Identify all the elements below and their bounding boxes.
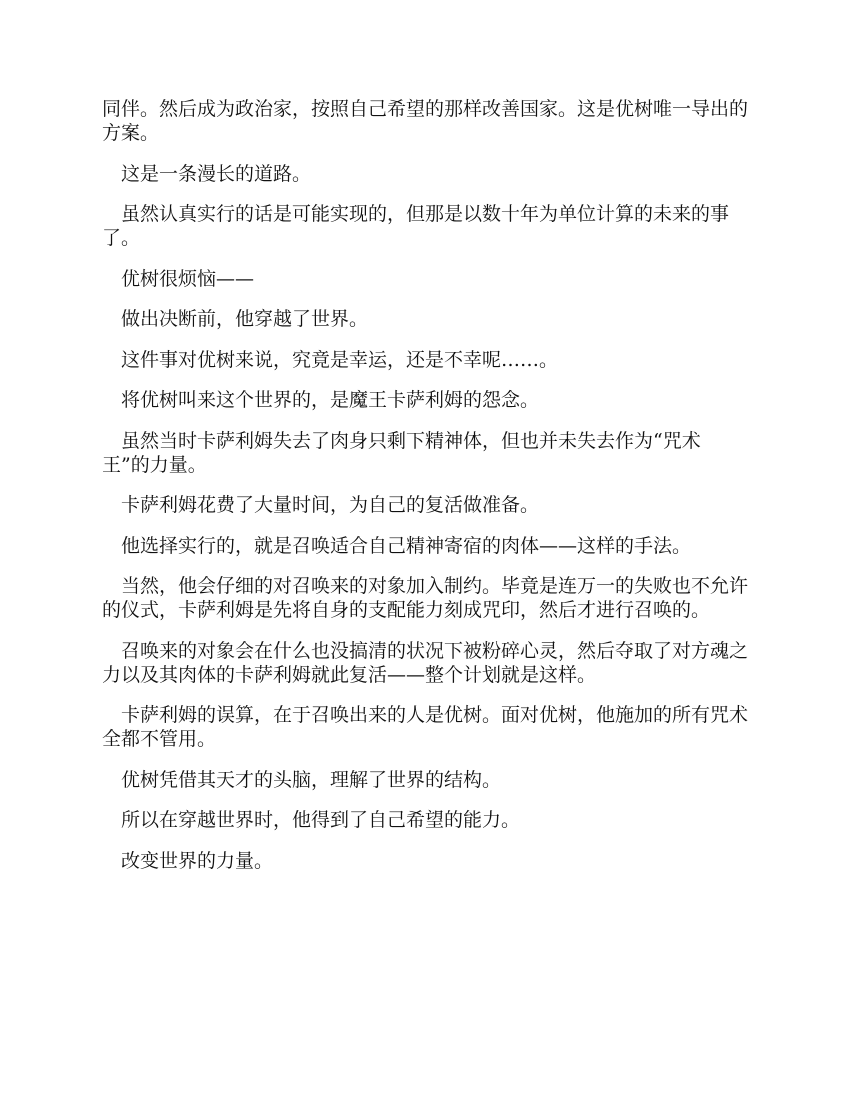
paragraph: 优树凭借其天才的头脑，理解了世界的结构。 [121, 768, 502, 791]
paragraph: 优树很烦恼—— [121, 267, 255, 290]
paragraph: 所以在穿越世界时，他得到了自己希望的能力。 [121, 809, 521, 831]
paragraph: 这件事对优树来说，究竟是幸运，还是不幸呢……。 [121, 348, 559, 371]
body-text [102, 97, 748, 889]
paragraph: 将优树叫来这个世界的，是魔王卡萨利姆的怨念。 [121, 389, 540, 411]
paragraph: 改变世界的力量。 [121, 849, 274, 872]
paragraph: 虽然当时卡萨利姆失去了肉身只剩下精神体，但也并未失去作为“咒术王”的力量。 [102, 429, 701, 476]
paragraph: 召唤来的对象会在什么也没搞清的状况下被粉碎心灵，然后夺取了对方魂之力以及其肉体的卡萨利姆就此复活——整个计划就是这样。 [102, 639, 749, 686]
paragraph: 当然，他会仔细的对召唤来的对象加入制约。毕竟是连万一的失败也不允许的仪式，卡萨利姆是先将自身的支配能力刻成咒印，然后才进行召唤的。 [102, 575, 749, 621]
paragraph: 他选择实行的，就是召唤适合自己精神寄宿的肉体——这样的手法。 [121, 534, 692, 557]
paragraph: 这是一条漫长的道路。 [121, 162, 312, 185]
paragraph: 虽然认真实行的话是可能实现的，但那是以数十年为单位计算的未来的事了。 [102, 203, 730, 249]
paragraph: 做出决断前，他穿越了世界。 [121, 308, 369, 330]
paragraph: 卡萨利姆花费了大量时间，为自己的复活做准备。 [121, 494, 540, 516]
paragraph: 同伴。然后成为政治家，按照自己希望的那样改善国家。这是优树唯一导出的方案。 [102, 98, 749, 144]
paragraph: 卡萨利姆的误算，在于召唤出来的人是优树。面对优树，他施加的所有咒术全都不管用。 [102, 704, 749, 750]
